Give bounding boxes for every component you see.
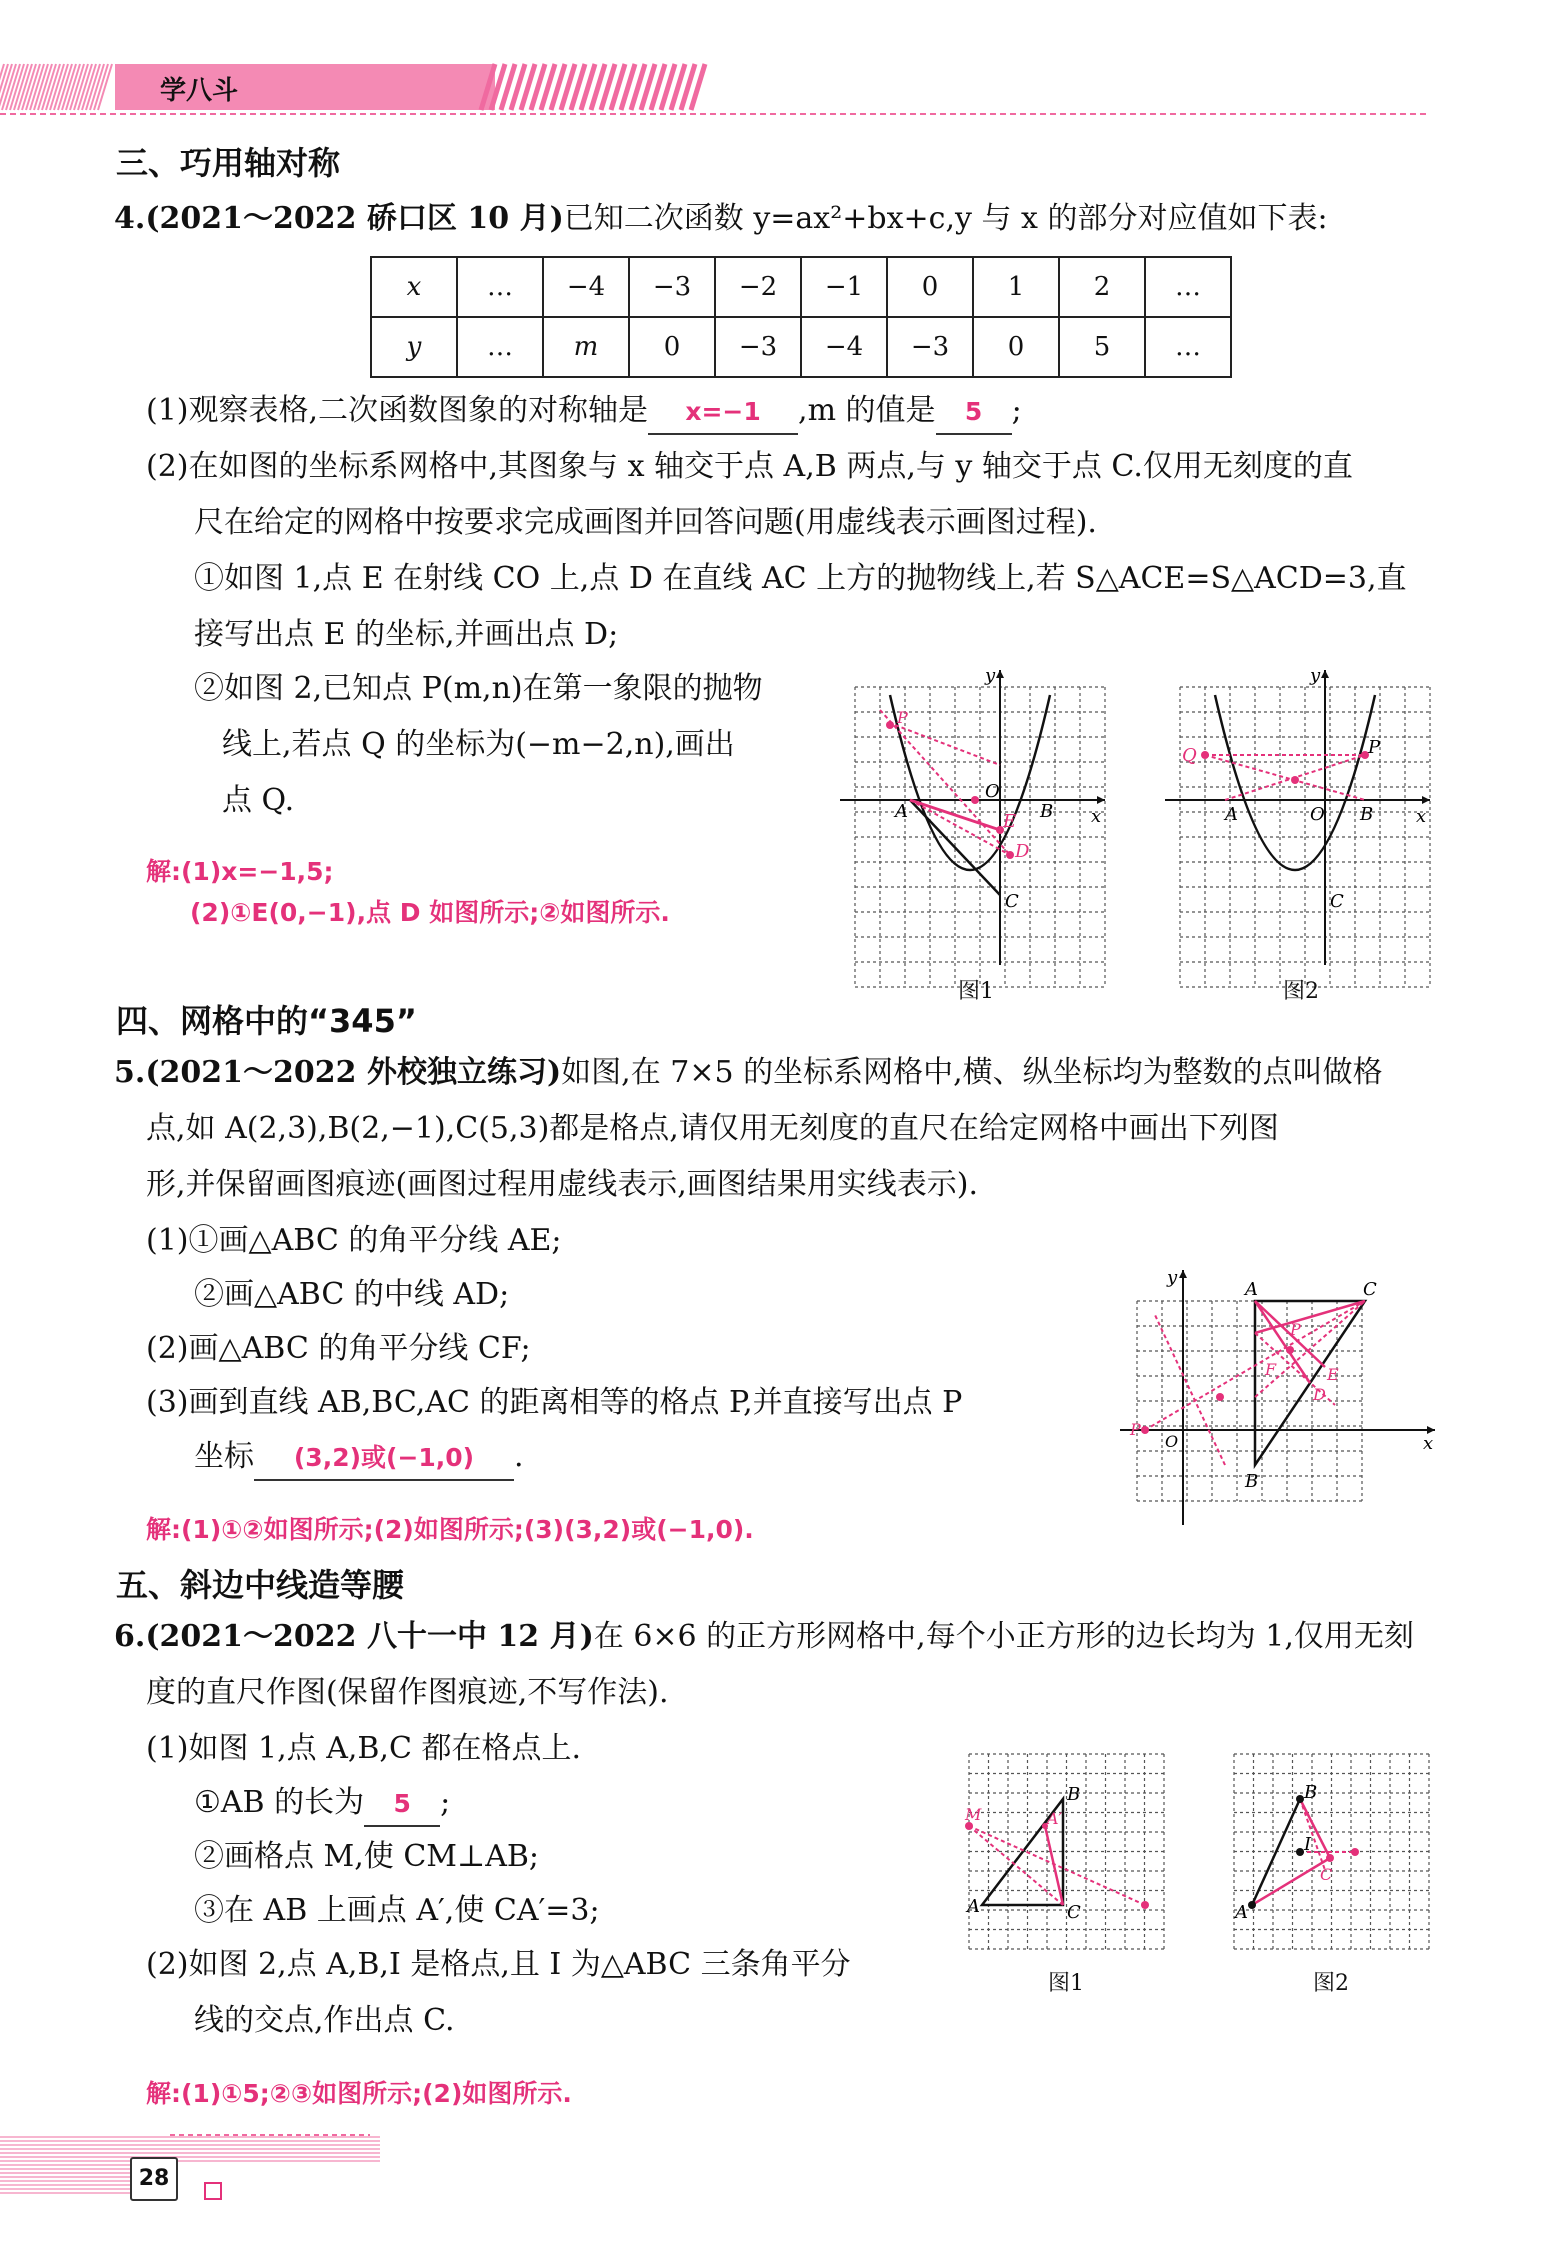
table-cell: −4 bbox=[801, 317, 887, 377]
circle2-line-1: ②如图 2,已知点 P(m,n)在第一象限的抛物 bbox=[194, 671, 763, 706]
table-cell: … bbox=[1145, 257, 1231, 317]
table-cell: 0 bbox=[887, 257, 973, 317]
question-number: 4. bbox=[114, 201, 146, 236]
label-O: O bbox=[1310, 804, 1325, 825]
table-row bbox=[371, 257, 1231, 317]
label-P: P bbox=[897, 708, 908, 727]
label-Q: Q bbox=[1182, 745, 1197, 766]
part-2-line-2: 尺在给定的网格中按要求完成画图并回答问题(用虚线表示画图过程). bbox=[194, 505, 1097, 540]
label-A: A bbox=[895, 801, 908, 822]
figure-5 bbox=[1115, 1265, 1445, 1535]
label-P: P bbox=[1290, 1320, 1301, 1339]
label-O: O bbox=[985, 781, 1000, 802]
label-M: M bbox=[965, 1805, 982, 1824]
page-number-box bbox=[130, 2157, 178, 2201]
label-B: B bbox=[1040, 801, 1054, 822]
label-B: B bbox=[1245, 1471, 1259, 1492]
label-y: y bbox=[985, 665, 996, 686]
question-text: 如图,在 7×5 的坐标系网格中,横、纵坐标均为整数的点叫做格 bbox=[561, 1055, 1383, 1090]
q6-item-5: (2)如图 2,点 A,B,I 是格点,且 I 为△ABC 三条角平分 bbox=[146, 1947, 851, 1982]
q5-item-5-text: 坐标 bbox=[194, 1439, 254, 1474]
section-heading-3: 三、巧用轴对称 bbox=[116, 144, 341, 182]
table-row bbox=[371, 317, 1231, 377]
label-A: A bbox=[1245, 1279, 1258, 1300]
table-cell: −4 bbox=[543, 257, 629, 317]
table-cell: 2 bbox=[1059, 257, 1145, 317]
q5-item-2: ②画△ABC 的中线 AD; bbox=[194, 1277, 510, 1312]
question-4 bbox=[114, 198, 1328, 240]
figure-6-2-caption: 图2 bbox=[1313, 1971, 1349, 1996]
q6-item-2-end: ; bbox=[440, 1785, 451, 1820]
figure-6-2 bbox=[1220, 1740, 1440, 1960]
label-F: F bbox=[1265, 1360, 1277, 1379]
q5-item-3: (2)画△ABC 的角平分线 CF; bbox=[146, 1331, 531, 1366]
q6-item-2 bbox=[194, 1782, 450, 1827]
q5-item-5-end: . bbox=[514, 1439, 524, 1474]
label-x: x bbox=[1423, 1433, 1434, 1454]
circle1-line-2: 接写出点 E 的坐标,并画出点 D; bbox=[194, 617, 619, 652]
figure-4-2-caption: 图2 bbox=[1283, 979, 1319, 1004]
table-cell: … bbox=[1145, 317, 1231, 377]
table-cell: −3 bbox=[629, 257, 715, 317]
footer-band bbox=[0, 2125, 400, 2205]
label-C: C bbox=[1320, 1865, 1333, 1884]
solution-4-line-2: (2)①E(0,−1),点 D 如图所示;②如图所示. bbox=[190, 898, 670, 927]
figure-6-1 bbox=[955, 1740, 1175, 1960]
label-y: y bbox=[1310, 665, 1321, 686]
label-A: A bbox=[1225, 804, 1238, 825]
question-5-line-3: 形,并保留画图痕迹(画图过程用虚线表示,画图结果用实线表示). bbox=[146, 1167, 979, 1202]
circle2-line-3: 点 Q. bbox=[222, 783, 295, 818]
figure-4-1-caption: 图1 bbox=[958, 979, 994, 1004]
label-C: C bbox=[1067, 1902, 1081, 1923]
table-cell: … bbox=[457, 317, 543, 377]
label-O: O bbox=[1165, 1432, 1179, 1451]
circle1-line-1: ①如图 1,点 E 在射线 CO 上,点 D 在直线 AC 上方的抛物线上,若 S△ACE=S△ACD=3,直 bbox=[194, 561, 1407, 596]
question-6-line-2: 度的直尺作图(保留作图痕迹,不写作法). bbox=[146, 1675, 669, 1710]
figure-4-1 bbox=[835, 665, 1115, 1005]
solution-4-line-1: 解:(1)x=−1,5; bbox=[146, 857, 334, 886]
q6-item-4: ③在 AB 上画点 A′,使 CA′=3; bbox=[194, 1893, 600, 1928]
question-5-line-1 bbox=[114, 1052, 1383, 1094]
part-1 bbox=[146, 390, 1022, 435]
part-2-line-1: (2)在如图的坐标系网格中,其图象与 x 轴交于点 A,B 两点,与 y 轴交于点 C.仅用无刻度的直 bbox=[146, 449, 1353, 484]
question-5-line-2: 点,如 A(2,3),B(2,−1),C(5,3)都是格点,请仅用无刻度的直尺在给定网格中画出下列图 bbox=[146, 1111, 1279, 1146]
label-C: C bbox=[1330, 891, 1344, 912]
question-number: 5. bbox=[114, 1055, 146, 1090]
label-P: P bbox=[1368, 737, 1381, 758]
label-I: I bbox=[1304, 1834, 1312, 1855]
header-title: 学八斗 bbox=[160, 76, 239, 106]
table-cell: 5 bbox=[1059, 317, 1145, 377]
question-number: 6. bbox=[114, 1619, 146, 1654]
section-heading-5: 五、斜边中线造等腰 bbox=[116, 1566, 405, 1604]
question-text: 在 6×6 的正方形网格中,每个小正方形的边长均为 1,仅用无刻 bbox=[593, 1619, 1414, 1654]
table-cell: −3 bbox=[715, 317, 801, 377]
table-cell: … bbox=[457, 257, 543, 317]
table-cell: x bbox=[371, 257, 457, 317]
footer-square bbox=[204, 2182, 222, 2200]
table-cell: 0 bbox=[973, 317, 1059, 377]
solution-6: 解:(1)①5;②③如图所示;(2)如图所示. bbox=[146, 2079, 572, 2108]
page-number: 28 bbox=[138, 2166, 170, 2191]
label-D: D bbox=[1313, 1385, 1326, 1404]
part-1-text-a: (1)观察表格,二次函数图象的对称轴是 bbox=[146, 393, 649, 428]
table-cell: 0 bbox=[629, 317, 715, 377]
label-E: E bbox=[1327, 1365, 1339, 1384]
label-C: C bbox=[1363, 1279, 1377, 1300]
q5-item-1: (1)①画△ABC 的角平分线 AE; bbox=[146, 1223, 562, 1258]
table-cell: −2 bbox=[715, 257, 801, 317]
label-P2: P bbox=[1130, 1420, 1141, 1439]
circle2-line-2: 线上,若点 Q 的坐标为(−m−2,n),画出 bbox=[222, 727, 735, 762]
label-D: D bbox=[1015, 841, 1030, 862]
question-text: 已知二次函数 y=ax²+bx+c,y 与 x 的部分对应值如下表: bbox=[563, 201, 1328, 236]
part-1-text-b: ,m 的值是 bbox=[798, 393, 936, 428]
answer-axis: x=−1 bbox=[648, 391, 798, 435]
label-E: E bbox=[1003, 811, 1017, 832]
q6-item-2-text: ①AB 的长为 bbox=[194, 1785, 365, 1820]
q5-item-5 bbox=[194, 1436, 524, 1481]
figure-6-1-caption: 图1 bbox=[1048, 1971, 1084, 1996]
label-B: B bbox=[1360, 804, 1374, 825]
q5-item-4: (3)画到直线 AB,BC,AC 的距离相等的格点 P,并直接写出点 P bbox=[146, 1385, 963, 1420]
value-table bbox=[370, 256, 1232, 378]
table-cell: m bbox=[543, 317, 629, 377]
label-A: A bbox=[1235, 1902, 1248, 1923]
question-6-line-1 bbox=[114, 1616, 1414, 1658]
figure-4-2 bbox=[1160, 665, 1440, 1005]
question-source: (2021～2022 硚口区 10 月) bbox=[145, 201, 564, 236]
q6-item-6: 线的交点,作出点 C. bbox=[194, 2003, 455, 2038]
label-C: C bbox=[1005, 891, 1019, 912]
table-cell: 1 bbox=[973, 257, 1059, 317]
answer-m: 5 bbox=[936, 391, 1012, 435]
table-cell: y bbox=[371, 317, 457, 377]
label-y: y bbox=[1167, 1267, 1178, 1288]
label-B: B bbox=[1067, 1784, 1081, 1805]
part-1-text-c: ; bbox=[1011, 393, 1022, 428]
label-A: A bbox=[967, 1896, 980, 1917]
answer-ab: 5 bbox=[364, 1783, 440, 1827]
table-cell: −3 bbox=[887, 317, 973, 377]
label-x: x bbox=[1416, 806, 1427, 827]
label-Ap: A′ bbox=[1047, 1809, 1063, 1828]
label-B: B bbox=[1304, 1782, 1318, 1803]
label-x: x bbox=[1091, 806, 1102, 827]
answer-p: (3,2)或(−1,0) bbox=[254, 1437, 514, 1481]
section-heading-4: 四、网格中的“345” bbox=[116, 1002, 417, 1040]
solution-5: 解:(1)①②如图所示;(2)如图所示;(3)(3,2)或(−1,0). bbox=[146, 1515, 754, 1544]
question-source: (2021～2022 外校独立练习) bbox=[145, 1055, 562, 1090]
table-cell: −1 bbox=[801, 257, 887, 317]
q6-item-3: ②画格点 M,使 CM⊥AB; bbox=[194, 1839, 540, 1874]
question-source: (2021～2022 八十一中 12 月) bbox=[145, 1619, 594, 1654]
q6-item-1: (1)如图 1,点 A,B,C 都在格点上. bbox=[146, 1731, 581, 1766]
